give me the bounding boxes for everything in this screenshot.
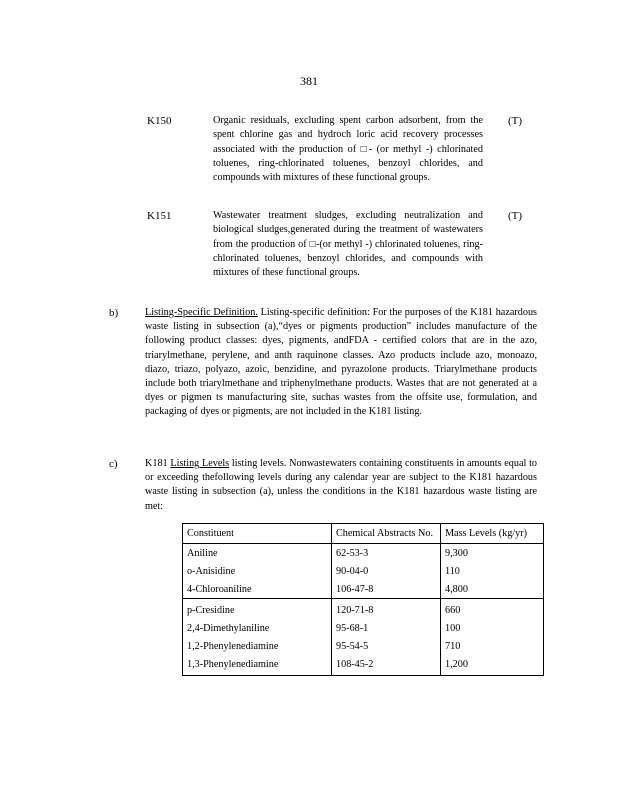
section-b-heading: Listing-Specific Definition. <box>145 307 258 318</box>
table-row <box>183 655 544 676</box>
cas-number: 95-54-5 <box>332 637 441 655</box>
constituent-name: Aniline <box>183 544 332 563</box>
constituent-name: o-Anisidine <box>183 562 332 580</box>
table-header-row <box>183 524 544 544</box>
mass-level: 4,800 <box>441 580 544 599</box>
waste-code-k150: K150 <box>147 115 172 127</box>
table-row <box>183 619 544 637</box>
header-mass-levels: Mass Levels (kg/yr) <box>441 524 544 544</box>
cas-number: 62-53-3 <box>332 544 441 563</box>
section-b-paragraph <box>145 306 537 420</box>
section-b-marker: b) <box>109 307 119 319</box>
cas-number: 120-71-8 <box>332 599 441 620</box>
mass-level: 1,200 <box>441 655 544 676</box>
header-cas-number: Chemical Abstracts No. <box>332 524 441 544</box>
waste-code-k151: K151 <box>147 210 172 222</box>
waste-description-k150: Organic residuals, excluding spent carbon adsorbent, from the spent chlorine gas and hydroch loric acid recovery processes associated with the production of □- (or methyl -) chlorinated toluenes, ring-chlorinated toluenes, benzoyl chlorides, and compounds with mixtures of these functional groups. <box>213 115 483 184</box>
table-row <box>183 637 544 655</box>
mass-level: 660 <box>441 599 544 620</box>
mass-level: 110 <box>441 562 544 580</box>
waste-description-k151: Wastewater treatment sludges, excluding neutralization and biological sludges,generated during the treatment of wastewaters from the production of □-(or methyl -) chlorinated toluenes, ring-chlorinated toluenes, benzoyl chlorides, and compounds with mixtures of these functional groups. <box>213 210 483 279</box>
header-constituent: Constituent <box>183 524 332 544</box>
hazard-code-k150: (T) <box>508 115 523 127</box>
constituent-name: 1,3-Phenylenediamine <box>183 655 332 676</box>
section-b-text: Listing-specific definition: For the purposes of the K181 hazardous waste listing in subsection (a),“dyes or pigments production” includes manufacture of the following product classes: dyes, pigments, andFDA - certified colors that are in the azo, triarylmethane, perylene, and anth raquinone classes. Azo products include azo, monoazo, diazo, triazo, polyazo, azoic, benzidine, and pyrazolone products. Triarylmethane products include both triarylmethane and triphenylmethane products. Wastes that are not generated at a dyes or pigmen ts manufacturing site, suchas wastes from the offsite use, formulation, and packaging of dyes or pigments, are not included in the K181 listing. <box>145 307 538 418</box>
cas-number: 108-45-2 <box>332 655 441 676</box>
page-number: 381 <box>300 74 318 88</box>
table-row <box>183 544 544 563</box>
table-row <box>183 580 544 599</box>
constituent-name: 1,2-Phenylenediamine <box>183 637 332 655</box>
section-c-heading: Listing Levels <box>170 458 230 469</box>
constituent-levels-table <box>182 523 544 676</box>
section-c-paragraph <box>145 457 537 514</box>
mass-level: 710 <box>441 637 544 655</box>
section-c-marker: c) <box>109 458 118 470</box>
section-c-text: listing levels. Nonwastewaters containing constituents in amounts equal to or exceeding thefollowing levels during any calendar year are subject to the K181 hazardous waste listing in subsection (a), unless the conditions in the K181 hazardous waste listing are met: <box>145 458 538 512</box>
table-row <box>183 599 544 620</box>
cas-number: 95-68-1 <box>332 619 441 637</box>
cas-number: 106-47-8 <box>332 580 441 599</box>
table-row <box>183 562 544 580</box>
mass-level: 100 <box>441 619 544 637</box>
section-c-prefix: K181 <box>145 458 171 469</box>
mass-level: 9,300 <box>441 544 544 563</box>
hazard-code-k151: (T) <box>508 210 523 222</box>
cas-number: 90-04-0 <box>332 562 441 580</box>
constituent-name: 2,4-Dimethylaniline <box>183 619 332 637</box>
constituent-name: 4-Chloroaniline <box>183 580 332 599</box>
constituent-name: p-Cresidine <box>183 599 332 620</box>
